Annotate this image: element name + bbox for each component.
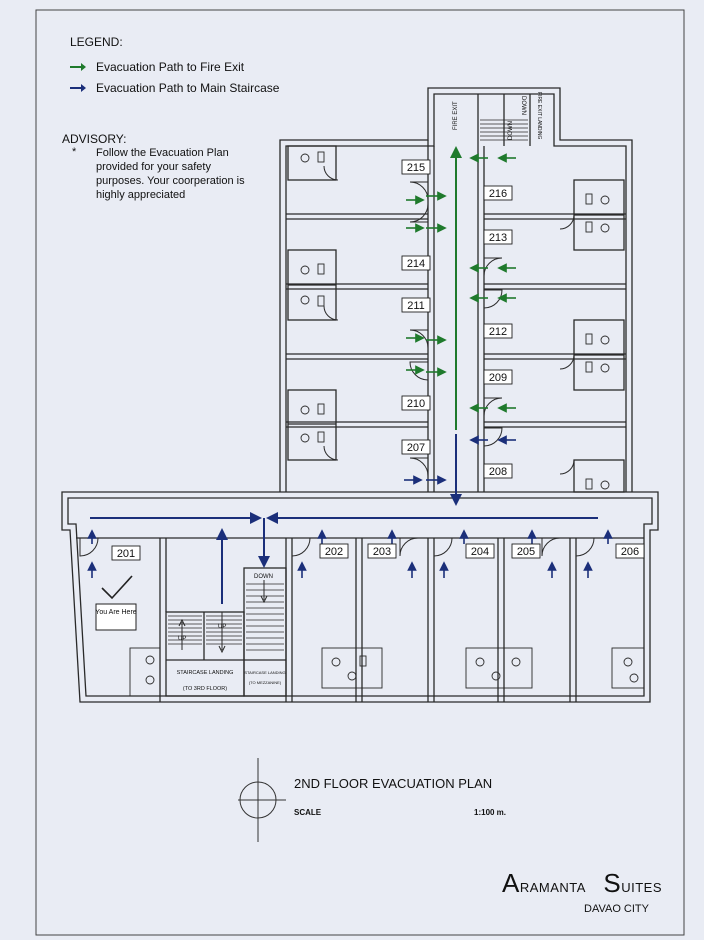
advisory-bullet: * — [72, 146, 77, 158]
room-207: 207 — [406, 442, 426, 454]
stair-up-label-2: UP — [218, 624, 227, 630]
brand-letter-s: S — [603, 868, 622, 898]
room-213: 213 — [488, 232, 508, 244]
advisory-title: ADVISORY: — [62, 132, 127, 146]
advisory-text: Follow the Evacuation Plan provided for your safety purposes. Your coorperation is highly appreciated — [96, 147, 245, 201]
fire-exit-landing-label: FIRE EXIT LANDING — [536, 92, 542, 140]
room-number-boxes — [112, 160, 644, 560]
scale-label: SCALE — [294, 808, 322, 817]
legend-item-main-staircase — [70, 81, 279, 95]
fire-stair-down-label-2: DOWN — [520, 96, 526, 115]
room-203: 203 — [372, 546, 392, 558]
room-201: 201 — [116, 548, 136, 560]
to-mezzanine-label: (TO MEZZANINE) — [248, 680, 282, 685]
room-206: 206 — [620, 546, 640, 558]
compass-symbol — [238, 758, 286, 842]
room-214: 214 — [406, 258, 426, 270]
you-are-here-label: You Are Here — [95, 609, 137, 616]
room-205: 205 — [516, 546, 536, 558]
room-212: 212 — [488, 326, 508, 338]
legend-title: LEGEND: — [70, 35, 123, 49]
room-210: 210 — [406, 398, 426, 410]
wing-doors — [324, 166, 574, 476]
brand-part-1: RAMANTA — [519, 880, 586, 895]
room-216: 216 — [488, 188, 508, 200]
brand-part-2: UITES — [621, 880, 662, 895]
main-block-walls — [62, 492, 658, 702]
staircase-landing-label: STAIRCASE LANDING — [176, 670, 234, 676]
to-3rd-floor-label: (TO 3RD FLOOR) — [182, 686, 228, 692]
legend-item-label: Evacuation Path to Fire Exit — [96, 60, 245, 74]
blue-arrow-icon — [70, 87, 82, 89]
room-209: 209 — [488, 372, 508, 384]
room-215: 215 — [406, 162, 426, 174]
legend-item-label: Evacuation Path to Main Staircase — [96, 81, 280, 95]
green-arrow-icon — [70, 66, 82, 68]
brand-letter-a: A — [502, 868, 520, 898]
staircase-landing-2-label: STAIRCASE LANDING — [244, 670, 286, 675]
room-208: 208 — [488, 466, 508, 478]
main-staircase-path-arrows — [90, 434, 608, 604]
room-211: 211 — [407, 300, 425, 312]
brand-name — [502, 868, 662, 899]
plan-title: 2ND FLOOR EVACUATION PLAN — [294, 776, 493, 791]
fire-stair-down-label-1: DOWN — [508, 121, 514, 140]
legend-item-fire-exit — [70, 60, 244, 74]
room-204: 204 — [470, 546, 490, 558]
room-202: 202 — [324, 546, 344, 558]
you-are-here-marker — [96, 576, 136, 630]
scale-value: 1:100 m. — [474, 808, 507, 817]
brand-city: DAVAO CITY — [584, 903, 649, 915]
fire-exit-label: FIRE EXIT — [453, 101, 459, 130]
stair-up-label-1: UP — [178, 636, 187, 642]
stair-down-label: DOWN — [254, 574, 273, 580]
